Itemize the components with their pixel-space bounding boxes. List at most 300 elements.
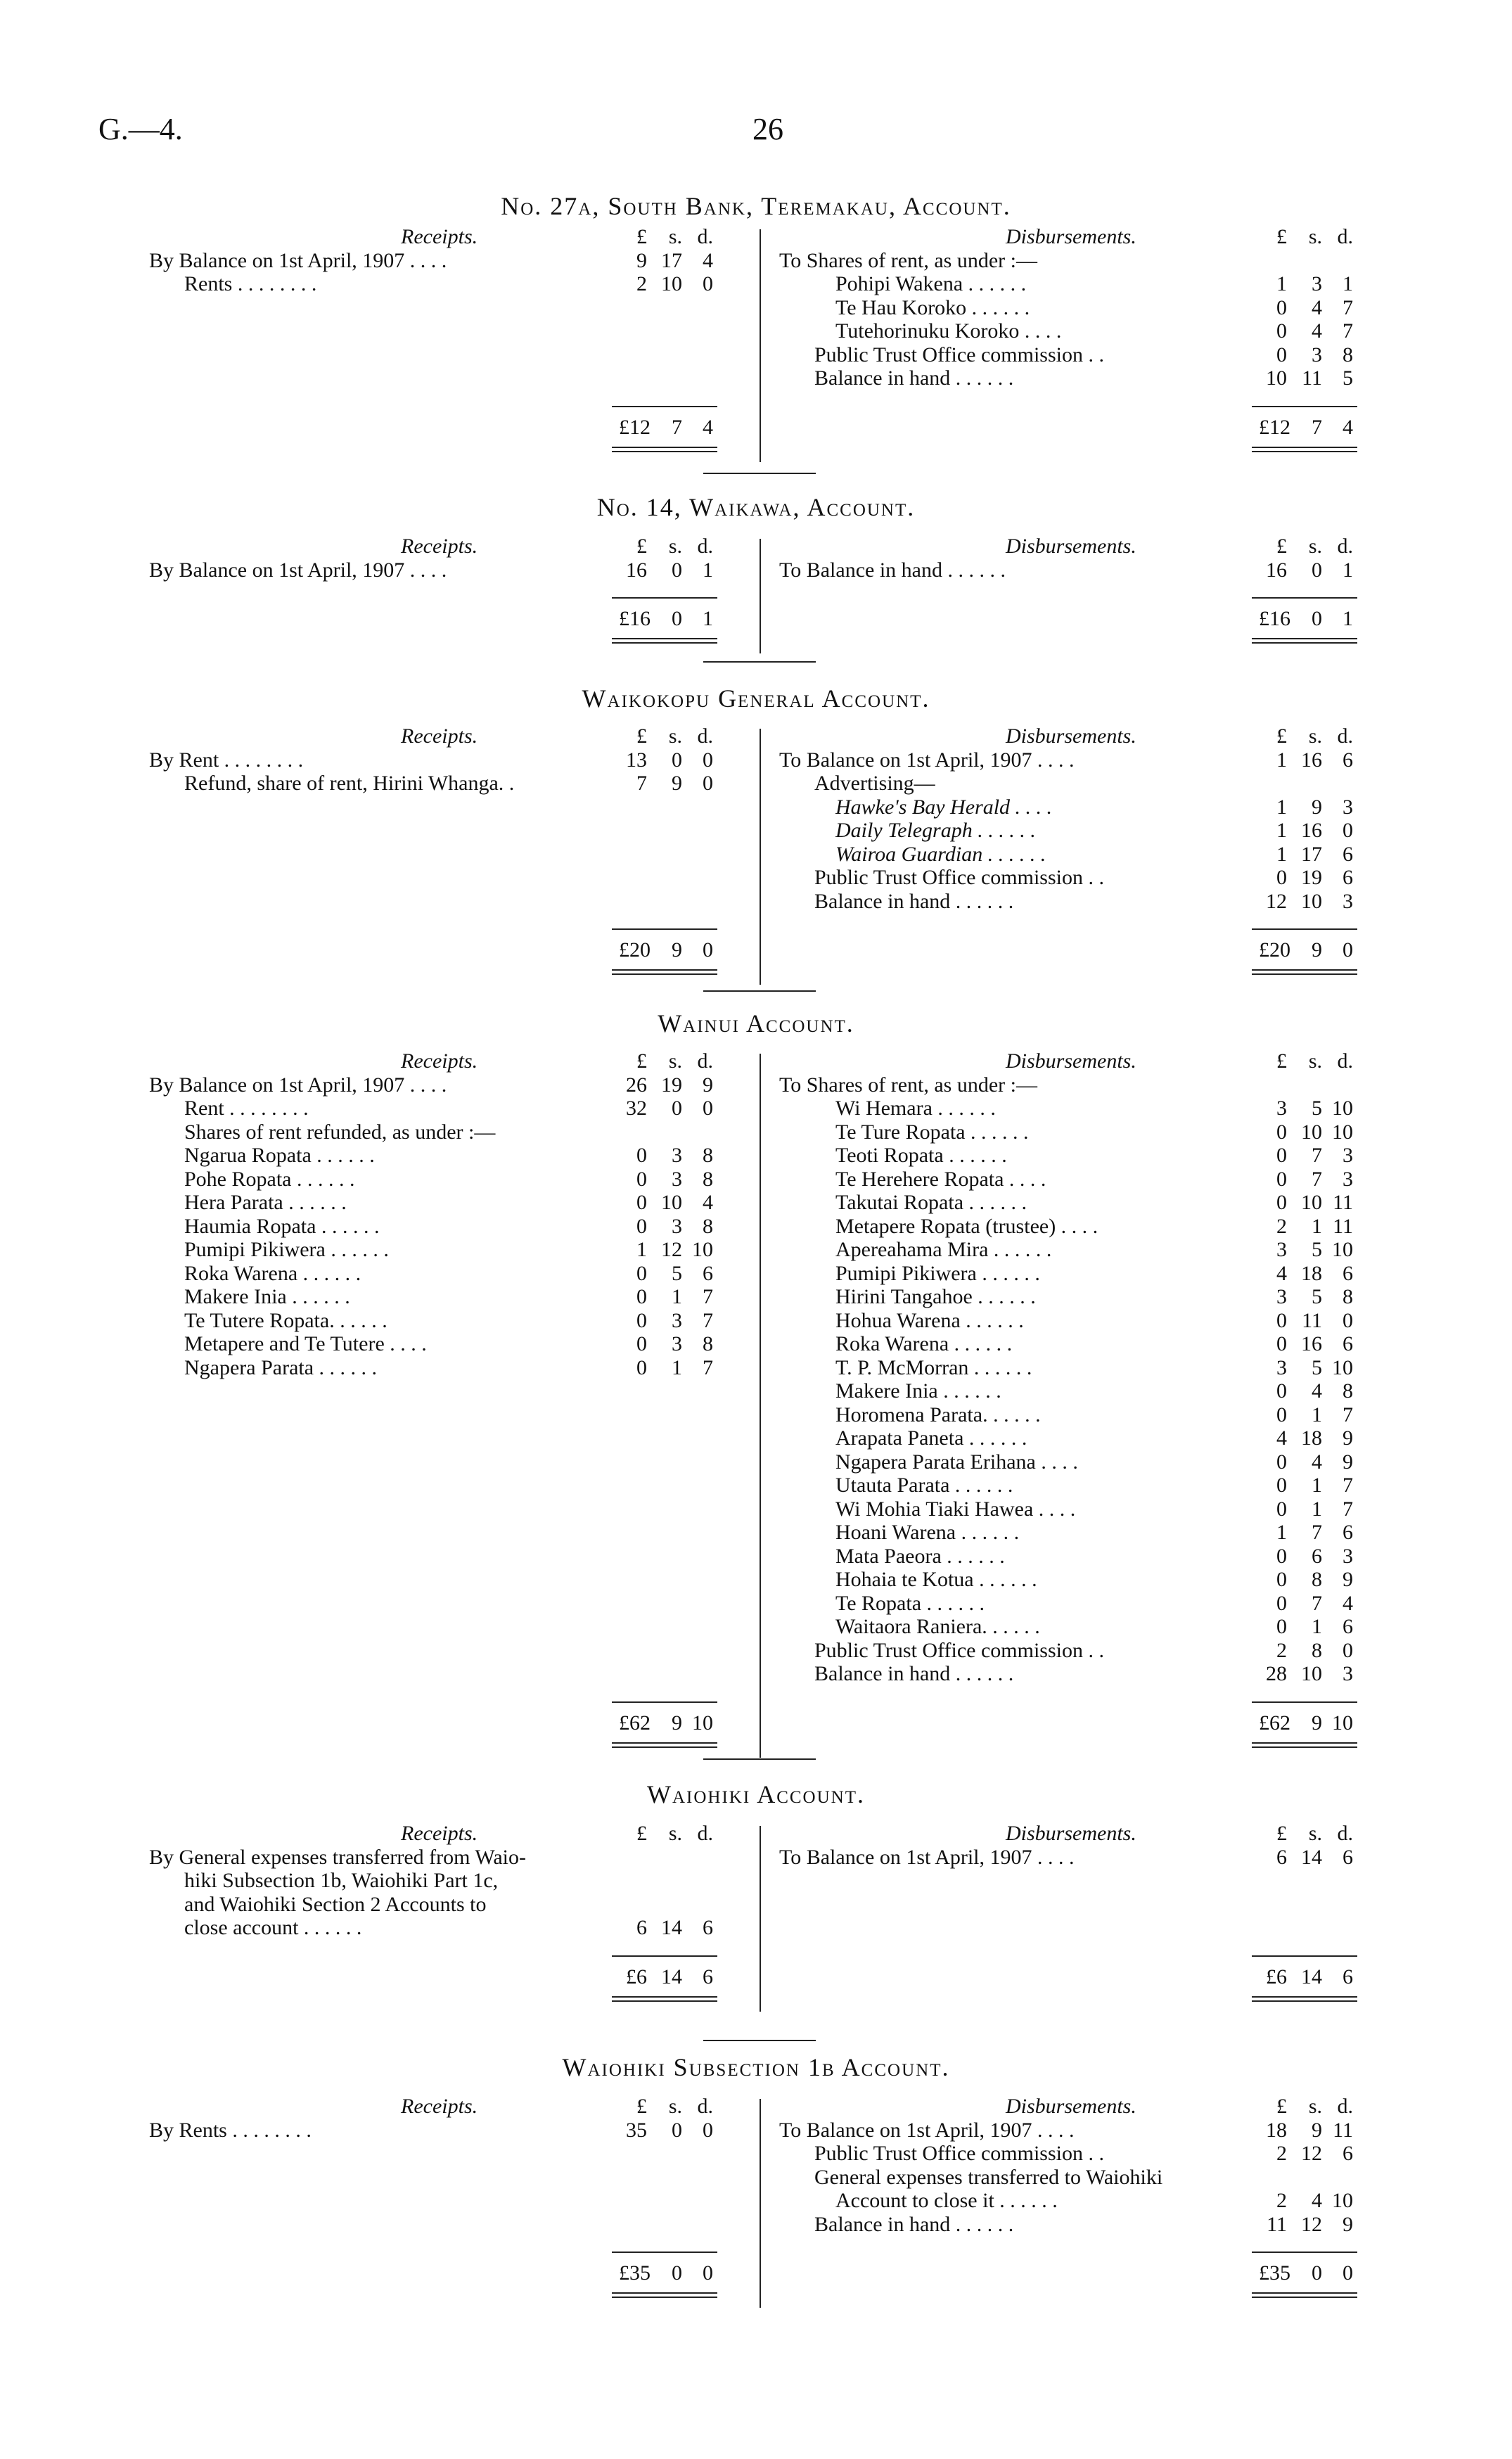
disbursements-total-s: 0	[1312, 607, 1322, 630]
disbursements-total	[1259, 416, 1353, 440]
disbursement-amount-d: 3	[1343, 1662, 1353, 1685]
receipt-amount-l: 2	[636, 272, 647, 295]
disbursement-label: Apereahama Mira . . . . . .	[835, 1238, 1052, 1261]
disbursement-amount-s: 19	[1301, 866, 1322, 889]
disbursements-total-rule	[1252, 2252, 1357, 2253]
disbursements-total	[1259, 938, 1353, 962]
disbursement-amount-l: 4	[1276, 1261, 1287, 1285]
receipt-amount-s: 3	[672, 1214, 682, 1238]
disbursement-amount	[1259, 1332, 1353, 1356]
disbursement-label: To Shares of rent, as under :—	[779, 1073, 1037, 1097]
disbursement-amount-d: 10	[1332, 1097, 1353, 1120]
disbursement-amount-d: 8	[1343, 343, 1353, 366]
disbursement-label: Hoani Warena . . . . . .	[835, 1521, 1020, 1544]
receipt-amount-s: 0	[672, 558, 682, 582]
money-heading-s: s.	[668, 1822, 682, 1845]
money-heading-l: £	[636, 724, 647, 748]
disbursement-amount-d: 0	[1343, 1308, 1353, 1332]
disbursements-total-d: 1	[1343, 607, 1353, 630]
disbursement-amount-d: 6	[1343, 866, 1353, 889]
disbursement-amount-l: 0	[1276, 319, 1287, 343]
disbursement-amount-l: 16	[1266, 558, 1287, 582]
disbursements-total	[1259, 607, 1353, 631]
disbursement-amount	[1259, 1262, 1353, 1286]
disbursement-amount-s: 16	[1301, 748, 1322, 772]
disbursement-label: Advertising—	[814, 772, 935, 795]
disbursement-amount	[1259, 1356, 1353, 1380]
disbursements-total-double-rule	[1252, 638, 1357, 644]
receipt-amount-d: 7	[703, 1308, 713, 1332]
disbursement-amount-d: 7	[1343, 1497, 1353, 1521]
disbursement-amount-l: 0	[1276, 1544, 1287, 1568]
disbursement-amount-s: 9	[1312, 2118, 1322, 2142]
receipt-amount-s: 1	[672, 1355, 682, 1379]
disbursement-label: Takutai Ropata . . . . . .	[835, 1191, 1027, 1214]
disbursement-amount	[1259, 1662, 1353, 1686]
money-heading-s: s.	[1308, 2095, 1322, 2118]
disbursements-total-double-rule	[1252, 969, 1357, 975]
disbursement-amount-d: 7	[1343, 295, 1353, 319]
receipt-amount-s: 10	[661, 1191, 682, 1214]
receipt-amount-l: 0	[636, 1144, 647, 1167]
disbursement-amount-s: 10	[1301, 889, 1322, 913]
receipts-total-s: 0	[672, 2261, 682, 2285]
disbursement-amount-l: 1	[1276, 842, 1287, 866]
receipt-amount-s: 12	[661, 1238, 682, 1261]
money-heading-d: d.	[1337, 724, 1353, 748]
receipt-label: and Waiohiki Section 2 Accounts to	[184, 1892, 487, 1916]
disbursements-total-l: £16	[1259, 607, 1290, 630]
disbursement-amount-d: 3	[1343, 1544, 1353, 1568]
money-heading-s: s.	[668, 1049, 682, 1073]
disbursement-amount-s: 10	[1301, 1120, 1322, 1144]
receipt-label: By Rents . . . . . . . .	[149, 2118, 312, 2142]
receipt-amount-d: 6	[703, 1261, 713, 1285]
disbursements-heading: Disbursements.	[1006, 1049, 1136, 1073]
receipts-total-double-rule	[612, 447, 717, 452]
disbursement-amount	[1259, 748, 1353, 772]
receipt-amount-s: 1	[672, 1285, 682, 1308]
money-heading-l: £	[1276, 1049, 1287, 1073]
disbursement-amount-s: 5	[1312, 1097, 1322, 1120]
disbursements-total-s: 14	[1301, 1965, 1322, 1988]
receipt-label: Pumipi Pikiwera . . . . . .	[184, 1238, 389, 1261]
receipts-total-l: £35	[619, 2261, 651, 2285]
disbursement-amount-s: 3	[1312, 272, 1322, 295]
disbursements-total-rule	[1252, 597, 1357, 599]
disbursement-label: Hawke's Bay Herald . . . .	[835, 795, 1053, 819]
disbursement-label: Tutehorinuku Koroko . . . .	[835, 319, 1062, 343]
receipt-amount-l: 0	[636, 1285, 647, 1308]
money-heading-l: £	[636, 1822, 647, 1845]
money-heading-l: £	[636, 2095, 647, 2118]
receipt-amount	[619, 1869, 713, 1893]
column-divider	[760, 229, 761, 462]
disbursement-amount	[1259, 343, 1353, 367]
column-divider	[760, 1054, 761, 1758]
disbursement-amount-l: 0	[1276, 295, 1287, 319]
disbursement-amount-s: 4	[1312, 319, 1322, 343]
disbursement-amount-l: 3	[1276, 1238, 1287, 1261]
receipts-money-heading	[619, 225, 713, 249]
disbursement-amount-l: 4	[1276, 1426, 1287, 1450]
money-heading-l: £	[1276, 225, 1287, 248]
disbursement-amount	[1259, 2119, 1353, 2142]
disbursement-label: Teoti Ropata . . . . . .	[835, 1144, 1007, 1167]
receipt-amount-l: 6	[636, 1916, 647, 1939]
disbursement-amount-d: 3	[1343, 889, 1353, 913]
disbursement-amount	[1259, 1215, 1353, 1239]
disbursements-total-s: 7	[1312, 415, 1322, 439]
receipt-amount-d: 7	[703, 1355, 713, 1379]
disbursement-amount-l: 1	[1276, 272, 1287, 295]
section-separator	[703, 661, 816, 663]
disbursement-label: Te Ture Ropata . . . . . .	[835, 1120, 1029, 1144]
disbursement-amount-d: 5	[1343, 366, 1353, 390]
disbursement-amount-l: 2	[1276, 1638, 1287, 1662]
disbursement-amount-l: 1	[1276, 795, 1287, 819]
disbursement-amount-s: 4	[1312, 1450, 1322, 1474]
receipts-total-d: 0	[703, 2261, 713, 2285]
disbursement-amount-s: 1	[1312, 1615, 1322, 1638]
disbursement-amount-d: 6	[1343, 1261, 1353, 1285]
disbursement-amount-l: 18	[1266, 2118, 1287, 2142]
disbursement-amount-d: 8	[1343, 1285, 1353, 1308]
receipt-amount-s: 0	[672, 2118, 682, 2142]
disbursement-amount-s: 5	[1312, 1238, 1322, 1261]
disbursements-money-heading	[1259, 1822, 1353, 1846]
receipts-money-heading	[619, 1822, 713, 1846]
receipt-amount-s: 14	[661, 1916, 682, 1939]
receipt-amount	[619, 748, 713, 772]
disbursement-amount-d: 8	[1343, 1379, 1353, 1403]
receipt-amount-d: 1	[703, 558, 713, 582]
money-heading-d: d.	[1337, 535, 1353, 558]
account-title: Waiohiki Subsection 1b Account.	[562, 2053, 950, 2081]
disbursement-amount	[1259, 1309, 1353, 1333]
money-heading-d: d.	[697, 535, 713, 558]
disbursement-amount	[1259, 1474, 1353, 1497]
disbursement-label: Utauta Parata . . . . . .	[835, 1474, 1013, 1497]
disbursement-label: Mata Paeora . . . . . .	[835, 1544, 1005, 1568]
receipt-amount	[619, 249, 713, 273]
page-code: G.—4.	[98, 112, 183, 146]
receipt-label: Ngarua Ropata . . . . . .	[184, 1144, 375, 1167]
disbursement-label: Waitaora Raniera. . . . . .	[835, 1615, 1040, 1638]
disbursement-label: To Balance in hand . . . . . .	[779, 558, 1006, 582]
disbursement-label: Public Trust Office commission . .	[814, 866, 1104, 889]
account-title: No. 27a, South Bank, Teremakau, Account.	[501, 192, 1011, 220]
receipts-total	[619, 1711, 713, 1735]
disbursements-total-l: £6	[1266, 1965, 1287, 1988]
receipts-total-l: £62	[619, 1711, 651, 1735]
receipts-heading: Receipts.	[401, 1049, 478, 1073]
receipt-label: By Balance on 1st April, 1907 . . . .	[149, 1073, 447, 1097]
receipts-total	[619, 938, 713, 962]
receipt-amount-d: 8	[703, 1332, 713, 1355]
disbursement-amount-s: 12	[1301, 2142, 1322, 2165]
disbursement-amount	[1259, 1403, 1353, 1427]
receipts-money-heading	[619, 535, 713, 558]
receipt-amount-l: 26	[626, 1073, 647, 1097]
disbursement-amount-l: 0	[1276, 1474, 1287, 1497]
disbursement-amount-l: 0	[1276, 1568, 1287, 1591]
disbursement-label: Public Trust Office commission . .	[814, 2142, 1104, 2165]
disbursement-amount-d: 6	[1343, 1332, 1353, 1355]
disbursements-total	[1259, 2261, 1353, 2285]
disbursement-label: To Balance on 1st April, 1907 . . . .	[779, 2118, 1075, 2142]
receipt-amount	[619, 1846, 713, 1870]
disbursement-amount-d: 3	[1343, 1144, 1353, 1167]
disbursement-amount	[1259, 2213, 1353, 2237]
disbursements-total-rule	[1252, 406, 1357, 407]
receipts-total-rule	[612, 1701, 717, 1703]
receipts-total-rule	[612, 1955, 717, 1957]
disbursements-total-l: £20	[1259, 938, 1290, 962]
disbursements-total-l: £62	[1259, 1711, 1290, 1735]
receipt-amount	[619, 1215, 713, 1239]
disbursement-amount	[1259, 1097, 1353, 1120]
disbursement-amount-d: 9	[1343, 1450, 1353, 1474]
disbursement-label: To Shares of rent, as under :—	[779, 248, 1037, 272]
disbursement-amount-d: 7	[1343, 319, 1353, 343]
money-heading-l: £	[1276, 724, 1287, 748]
receipt-amount	[619, 272, 713, 296]
disbursement-amount	[1259, 1379, 1353, 1403]
money-heading-s: s.	[668, 724, 682, 748]
receipt-amount-s: 0	[672, 748, 682, 772]
receipt-amount-d: 10	[692, 1238, 713, 1261]
disbursement-amount-s: 11	[1302, 1308, 1322, 1332]
disbursement-amount-s: 18	[1301, 1426, 1322, 1450]
receipt-label: Hera Parata . . . . . .	[184, 1191, 347, 1214]
disbursement-amount	[1259, 1426, 1353, 1450]
disbursement-amount-d: 1	[1343, 558, 1353, 582]
disbursement-amount-l: 0	[1276, 1332, 1287, 1355]
disbursement-amount-l: 10	[1266, 366, 1287, 390]
money-heading-l: £	[636, 225, 647, 248]
disbursement-amount-s: 1	[1312, 1497, 1322, 1521]
disbursement-amount-d: 10	[1332, 1238, 1353, 1261]
disbursement-amount	[1259, 1568, 1353, 1592]
disbursement-amount-l: 0	[1276, 1167, 1287, 1191]
disbursement-amount	[1259, 1120, 1353, 1144]
disbursement-amount-l: 2	[1276, 2189, 1287, 2212]
receipt-amount-d: 8	[703, 1214, 713, 1238]
disbursements-total-double-rule	[1252, 2292, 1357, 2298]
receipt-amount	[619, 1262, 713, 1286]
disbursement-amount-l: 3	[1276, 1097, 1287, 1120]
disbursement-amount-l: 0	[1276, 1120, 1287, 1144]
disbursement-amount-l: 1	[1276, 1521, 1287, 1544]
disbursement-amount-l: 3	[1276, 1355, 1287, 1379]
disbursement-amount	[1259, 796, 1353, 819]
disbursement-amount-s: 7	[1312, 1521, 1322, 1544]
receipt-amount-d: 0	[703, 272, 713, 295]
disbursement-label: Te Herehere Ropata . . . .	[835, 1167, 1046, 1191]
money-heading-s: s.	[668, 225, 682, 248]
disbursement-amount	[1259, 1545, 1353, 1569]
disbursement-label: Wi Hemara . . . . . .	[835, 1097, 996, 1120]
disbursement-label: Account to close it . . . . . .	[835, 2189, 1058, 2212]
disbursement-amount-l: 2	[1276, 1214, 1287, 1238]
section-separator	[703, 2040, 816, 2041]
receipt-amount-s: 19	[661, 1073, 682, 1097]
disbursement-amount-d: 11	[1333, 2118, 1353, 2142]
disbursement-amount-l: 2	[1276, 2142, 1287, 2165]
disbursement-label: Wi Mohia Tiaki Hawea . . . .	[835, 1497, 1076, 1521]
receipt-amount-l: 0	[636, 1214, 647, 1238]
money-heading-l: £	[1276, 1822, 1287, 1845]
disbursement-label: Arapata Paneta . . . . . .	[835, 1426, 1027, 1450]
receipt-amount-l: 0	[636, 1332, 647, 1355]
disbursements-money-heading	[1259, 535, 1353, 558]
disbursement-amount-d: 7	[1343, 1403, 1353, 1426]
money-heading-d: d.	[697, 1822, 713, 1845]
disbursement-amount-l: 0	[1276, 1591, 1287, 1615]
disbursements-total-d: 10	[1332, 1711, 1353, 1735]
receipt-label: Makere Inia . . . . . .	[184, 1285, 350, 1308]
disbursements-total-d: 0	[1343, 938, 1353, 962]
disbursement-amount-s: 9	[1312, 795, 1322, 819]
disbursement-amount-s: 17	[1301, 842, 1322, 866]
disbursements-total-double-rule	[1252, 447, 1357, 452]
disbursement-amount-l: 11	[1267, 2212, 1287, 2236]
receipt-amount	[619, 558, 713, 582]
receipt-amount-d: 0	[703, 772, 713, 795]
account-title: Waikokopu General Account.	[582, 684, 930, 713]
receipt-amount-d: 0	[703, 748, 713, 772]
disbursement-amount	[1259, 1073, 1353, 1097]
disbursement-amount-s: 4	[1312, 295, 1322, 319]
disbursement-amount-l: 0	[1276, 1308, 1287, 1332]
disbursement-amount-d: 9	[1343, 1568, 1353, 1591]
disbursement-label: Balance in hand . . . . . .	[814, 366, 1014, 390]
receipt-amount-s: 3	[672, 1144, 682, 1167]
disbursement-amount-s: 14	[1301, 1845, 1322, 1869]
money-heading-d: d.	[697, 225, 713, 248]
disbursement-amount-l: 0	[1276, 1144, 1287, 1167]
disbursements-total-rule	[1252, 1701, 1357, 1703]
receipts-total-double-rule	[612, 1996, 717, 2002]
receipt-label: Te Tutere Ropata. . . . . .	[184, 1308, 387, 1332]
receipt-amount-d: 6	[703, 1916, 713, 1939]
disbursement-amount	[1259, 558, 1353, 582]
receipt-amount-s: 10	[661, 272, 682, 295]
disbursements-money-heading	[1259, 2095, 1353, 2119]
receipt-amount-s: 9	[672, 772, 682, 795]
receipts-money-heading	[619, 1049, 713, 1073]
disbursement-amount	[1259, 272, 1353, 296]
disbursement-amount-l: 0	[1276, 1615, 1287, 1638]
receipts-total-l: £20	[619, 938, 651, 962]
disbursements-total	[1259, 1965, 1353, 1989]
disbursement-amount	[1259, 819, 1353, 843]
receipt-amount-d: 0	[703, 1097, 713, 1120]
receipt-amount-l: 0	[636, 1167, 647, 1191]
disbursement-label: Te Hau Koroko . . . . . .	[835, 295, 1030, 319]
disbursement-label: Ngapera Parata Erihana . . . .	[835, 1450, 1078, 1474]
receipts-total-l: £16	[619, 607, 651, 630]
receipt-label: By Rent . . . . . . . .	[149, 748, 304, 772]
disbursements-heading: Disbursements.	[1006, 2095, 1136, 2118]
disbursements-total-l: £35	[1259, 2261, 1290, 2285]
receipt-label: By Balance on 1st April, 1907 . . . .	[149, 248, 447, 272]
receipts-total-d: 6	[703, 1965, 713, 1988]
receipts-total-d: 0	[703, 938, 713, 962]
disbursement-label: Makere Inia . . . . . .	[835, 1379, 1001, 1403]
disbursement-amount-d: 6	[1343, 842, 1353, 866]
money-heading-s: s.	[1308, 225, 1322, 248]
disbursements-heading: Disbursements.	[1006, 535, 1136, 558]
receipt-label: Pohe Ropata . . . . . .	[184, 1167, 355, 1191]
money-heading-l: £	[1276, 535, 1287, 558]
receipt-label: Roka Warena . . . . . .	[184, 1261, 361, 1285]
receipts-total-rule	[612, 928, 717, 930]
disbursement-amount-s: 5	[1312, 1355, 1322, 1379]
disbursements-total-double-rule	[1252, 1996, 1357, 2002]
disbursement-amount-d: 1	[1343, 272, 1353, 295]
section-separator	[703, 1758, 816, 1760]
disbursement-amount	[1259, 1846, 1353, 1870]
receipt-amount-d: 8	[703, 1167, 713, 1191]
disbursement-amount	[1259, 1238, 1353, 1262]
money-heading-d: d.	[697, 2095, 713, 2118]
receipt-label: close account . . . . . .	[184, 1916, 362, 1939]
receipts-total-rule	[612, 406, 717, 407]
receipt-amount-d: 9	[703, 1073, 713, 1097]
disbursement-label: Daily Telegraph . . . . . .	[835, 819, 1036, 842]
receipt-amount-l: 0	[636, 1355, 647, 1379]
column-divider	[760, 539, 761, 653]
money-heading-l: £	[636, 1049, 647, 1073]
receipt-label: Refund, share of rent, Hirini Whanga. .	[184, 772, 515, 795]
disbursements-money-heading	[1259, 724, 1353, 748]
disbursements-total-s: 9	[1312, 938, 1322, 962]
disbursement-amount	[1259, 249, 1353, 273]
receipt-amount-s: 3	[672, 1167, 682, 1191]
disbursements-money-heading	[1259, 225, 1353, 249]
account-title: Wainui Account.	[658, 1009, 854, 1037]
disbursement-label: To Balance on 1st April, 1907 . . . .	[779, 1845, 1075, 1869]
receipts-total-s: 9	[672, 1711, 682, 1735]
receipts-heading: Receipts.	[401, 535, 478, 558]
receipts-total	[619, 2261, 713, 2285]
receipts-total	[619, 1965, 713, 1989]
receipt-amount	[619, 1916, 713, 1940]
disbursement-amount	[1259, 1450, 1353, 1474]
disbursement-amount	[1259, 1615, 1353, 1639]
disbursements-total-s: 9	[1312, 1711, 1322, 1735]
receipts-total	[619, 607, 713, 631]
disbursement-amount-s: 1	[1312, 1214, 1322, 1238]
disbursement-amount	[1259, 1144, 1353, 1168]
disbursement-label: Roka Warena . . . . . .	[835, 1332, 1013, 1355]
disbursement-amount-d: 3	[1343, 1167, 1353, 1191]
money-heading-s: s.	[668, 2095, 682, 2118]
disbursement-amount-l: 28	[1266, 1662, 1287, 1685]
disbursements-total-double-rule	[1252, 1742, 1357, 1748]
receipts-total-double-rule	[612, 1742, 717, 1748]
disbursement-label: Balance in hand . . . . . .	[814, 2212, 1014, 2236]
disbursements-total-d: 4	[1343, 415, 1353, 439]
receipt-amount	[619, 1191, 713, 1215]
disbursement-amount-l: 1	[1276, 748, 1287, 772]
disbursement-amount	[1259, 890, 1353, 914]
disbursement-amount-d: 0	[1343, 1638, 1353, 1662]
receipt-amount-l: 1	[636, 1238, 647, 1261]
disbursements-heading: Disbursements.	[1006, 225, 1136, 248]
